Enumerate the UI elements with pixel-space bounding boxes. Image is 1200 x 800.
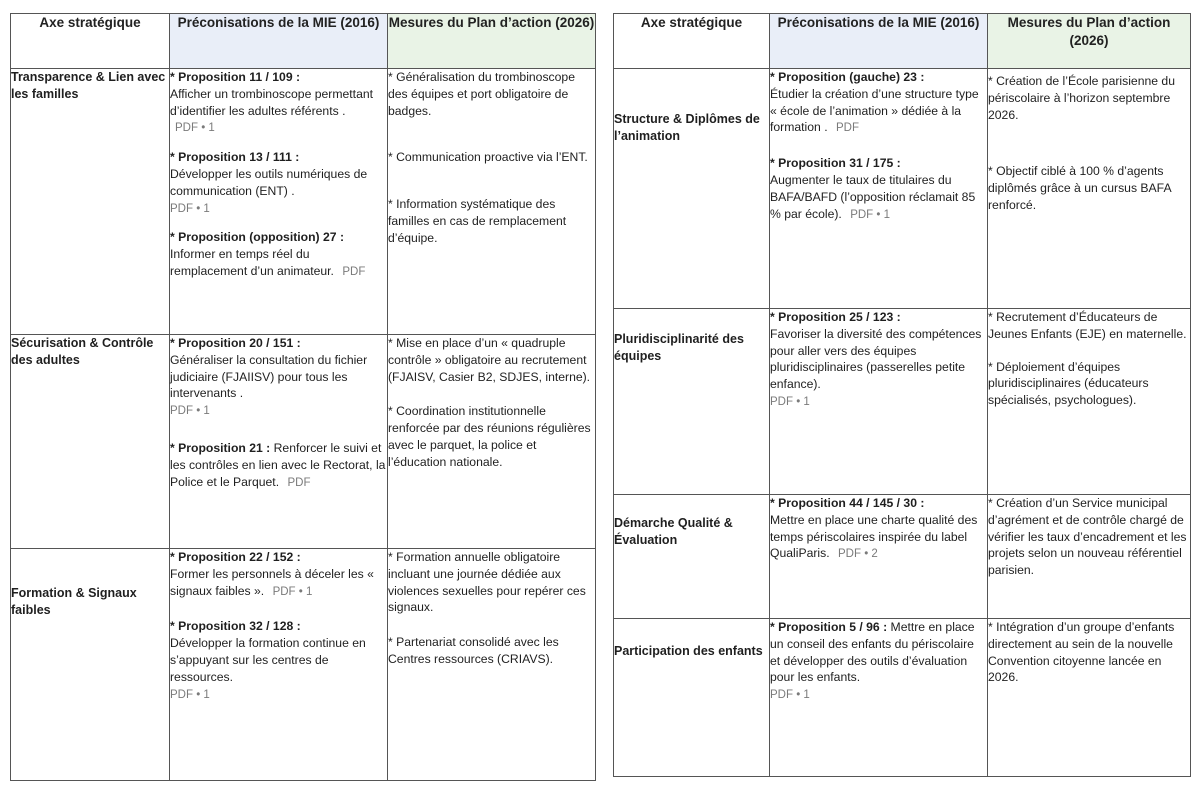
proposition xyxy=(770,155,987,223)
proposition xyxy=(770,619,987,704)
mie-cell xyxy=(170,69,388,335)
pdf-link[interactable]: PDF xyxy=(835,122,859,135)
plan-cell xyxy=(388,335,596,549)
header-plan: Mesures du Plan d’action (2026) xyxy=(388,14,596,69)
mesure: * Intégration d’un groupe d’enfants directement au sein de la nouvelle Convention citoyenne lancée en 2026. xyxy=(988,620,1175,685)
mie-cell xyxy=(770,69,988,309)
proposition xyxy=(170,229,387,280)
proposition-label: * Proposition 32 / 128 : xyxy=(170,619,301,634)
mesure: * Généralisation du trombinoscope des équipes et port obligatoire de badges. xyxy=(388,70,575,118)
proposition xyxy=(170,69,387,137)
axe-cell: Transparence & Lien avec les familles xyxy=(11,69,170,335)
proposition xyxy=(170,440,387,491)
pdf-link[interactable]: PDF • 1 xyxy=(170,405,210,418)
header-mie: Préconisations de la MIE (2016) xyxy=(170,14,388,69)
proposition-text: Étudier la création d’une structure type « école de l’animation » dédiée à la formation . xyxy=(770,86,979,135)
pdf-link[interactable]: PDF xyxy=(342,265,366,278)
mesure: * Objectif ciblé à 100 % d’agents diplômés grâce à un cursus BAFA renforcé. xyxy=(988,164,1171,212)
table-row xyxy=(11,549,596,781)
header-mie: Préconisations de la MIE (2016) xyxy=(770,14,988,69)
proposition-text: Généraliser la consultation du fichier judiciaire (FJAIISV) pour tous les intervenants . xyxy=(170,352,368,401)
mesure: * Mise en place d’un « quadruple contrôle » obligatoire au recrutement (FJAISV, Casier B2, SDJES, interne). xyxy=(388,336,591,384)
proposition-text: Mettre en place un conseil des enfants du périscolaire et développer des outils d’évaluation pour les enfants. xyxy=(770,620,975,685)
mie-cell xyxy=(170,549,388,781)
mesure: * Communication proactive via l’ENT. xyxy=(388,150,588,165)
table-header-row xyxy=(614,14,1191,69)
proposition xyxy=(170,335,387,420)
header-plan: Mesures du Plan d’action (2026) xyxy=(988,14,1191,69)
mesure: * Création d’un Service municipal d’agrément et de contrôle chargé de vérifier les taux d’encadrement et les projets selon un nouveau référentiel parisien. xyxy=(988,496,1187,578)
proposition xyxy=(770,309,987,411)
mie-cell xyxy=(770,619,988,777)
table-row xyxy=(614,495,1191,619)
mesure: * Création de l’École parisienne du périscolaire à l’horizon septembre 2026. xyxy=(988,74,1175,122)
mie-cell xyxy=(770,495,988,619)
pdf-link[interactable]: PDF • 1 xyxy=(170,688,210,701)
proposition-label: * Proposition 44 / 145 / 30 : xyxy=(770,496,925,510)
proposition xyxy=(770,495,987,563)
mie-cell xyxy=(770,309,988,495)
proposition-label: * Proposition (opposition) 27 : xyxy=(170,230,344,245)
proposition-label: * Proposition 22 / 152 : xyxy=(170,550,301,564)
axe-cell: Sécurisation & Contrôle des adultes xyxy=(11,335,170,549)
table-header-row xyxy=(11,14,596,69)
proposition xyxy=(170,618,387,703)
pdf-link[interactable]: PDF • 1 xyxy=(272,585,313,598)
axe-cell: Formation & Signaux faibles xyxy=(11,549,170,781)
comparison-table-right xyxy=(613,13,1191,777)
plan-cell xyxy=(388,549,596,781)
proposition-label: * Proposition 13 / 111 : xyxy=(170,150,300,165)
pdf-link[interactable]: PDF xyxy=(287,476,311,489)
mesure: * Recrutement d’Éducateurs de Jeunes Enfants (EJE) en maternelle. xyxy=(988,310,1187,341)
proposition-text: Afficher un trombinoscope permettant d’identifier les adultes référents . xyxy=(170,86,374,118)
mesure: * Partenariat consolidé avec les Centres ressources (CRIAVS). xyxy=(388,635,559,666)
axe-cell: Structure & Diplômes de l’animation xyxy=(614,69,770,309)
plan-cell xyxy=(988,309,1191,495)
plan-cell xyxy=(388,69,596,335)
proposition-text: Développer la formation continue en s’appuyant sur les centres de ressources. xyxy=(170,636,366,684)
axe-cell: Démarche Qualité & Évaluation xyxy=(614,495,770,619)
proposition-text: Mettre en place une charte qualité des temps périscolaires inspirée du label QualiParis. xyxy=(770,512,978,561)
mesure: * Déploiement d’équipes pluridisciplinaires (éducateurs spécialisés, psychologues). xyxy=(988,359,1149,408)
pdf-link[interactable]: PDF • 1 xyxy=(175,122,215,135)
proposition xyxy=(170,149,387,217)
header-axe: Axe stratégique xyxy=(11,14,170,69)
mesure: * Information systématique des familles en cas de remplacement d’équipe. xyxy=(388,197,567,245)
table-row xyxy=(614,309,1191,495)
table-row xyxy=(11,335,596,549)
proposition-label: * Proposition (gauche) 23 : xyxy=(770,70,925,84)
proposition-label: * Proposition 31 / 175 : xyxy=(770,156,901,171)
proposition-text: Former les personnels à déceler les « signaux faibles ». xyxy=(170,566,374,598)
proposition-text: Renforcer le suivi et les contrôles en lien avec le Rectorat, la Police et le Parquet. xyxy=(170,440,386,489)
proposition-text: Favoriser la diversité des compétences pour aller vers des équipes pluridisciplinaires (passerelles petite enfance). xyxy=(770,326,982,392)
plan-cell xyxy=(988,495,1191,619)
proposition-label: * Proposition 11 / 109 : xyxy=(170,70,301,84)
mesure: * Formation annuelle obligatoire incluant une journée dédiée aux violences sexuelles pour repérer ces signaux. xyxy=(388,550,586,615)
proposition-label: * Proposition 20 / 151 : xyxy=(170,336,301,350)
pdf-link[interactable]: PDF • 1 xyxy=(170,202,210,215)
proposition xyxy=(170,549,387,600)
proposition-text: Augmenter le taux de titulaires du BAFA/BAFD (l’opposition réclamait 85 % par école). xyxy=(770,172,976,221)
header-axe: Axe stratégique xyxy=(614,14,770,69)
pdf-link[interactable]: PDF • 1 xyxy=(850,208,891,221)
axe-cell: Participation des enfants xyxy=(614,619,770,777)
pdf-link[interactable]: PDF • 1 xyxy=(770,689,810,702)
proposition-label: * Proposition 5 / 96 : xyxy=(770,620,888,634)
table-row xyxy=(11,69,596,335)
pdf-link[interactable]: PDF • 1 xyxy=(770,395,810,408)
proposition-label: * Proposition 21 : xyxy=(170,440,271,455)
axe-cell: Pluridisciplinarité des équipes xyxy=(614,309,770,495)
comparison-table-left xyxy=(10,13,596,781)
mie-cell xyxy=(170,335,388,549)
proposition-text: Informer en temps réel du remplacement d’un animateur. xyxy=(170,247,334,278)
proposition-label: * Proposition 25 / 123 : xyxy=(770,310,901,324)
table-row xyxy=(614,69,1191,309)
pdf-link[interactable]: PDF • 2 xyxy=(838,548,878,561)
table-row xyxy=(614,619,1191,777)
mesure: * Coordination institutionnelle renforcée par des réunions régulières avec le parquet, la police et l’éducation nationale. xyxy=(388,404,591,469)
proposition-text: Développer les outils numériques de communication (ENT) . xyxy=(170,166,368,198)
plan-cell xyxy=(988,69,1191,309)
proposition xyxy=(770,69,987,137)
plan-cell xyxy=(988,619,1191,777)
